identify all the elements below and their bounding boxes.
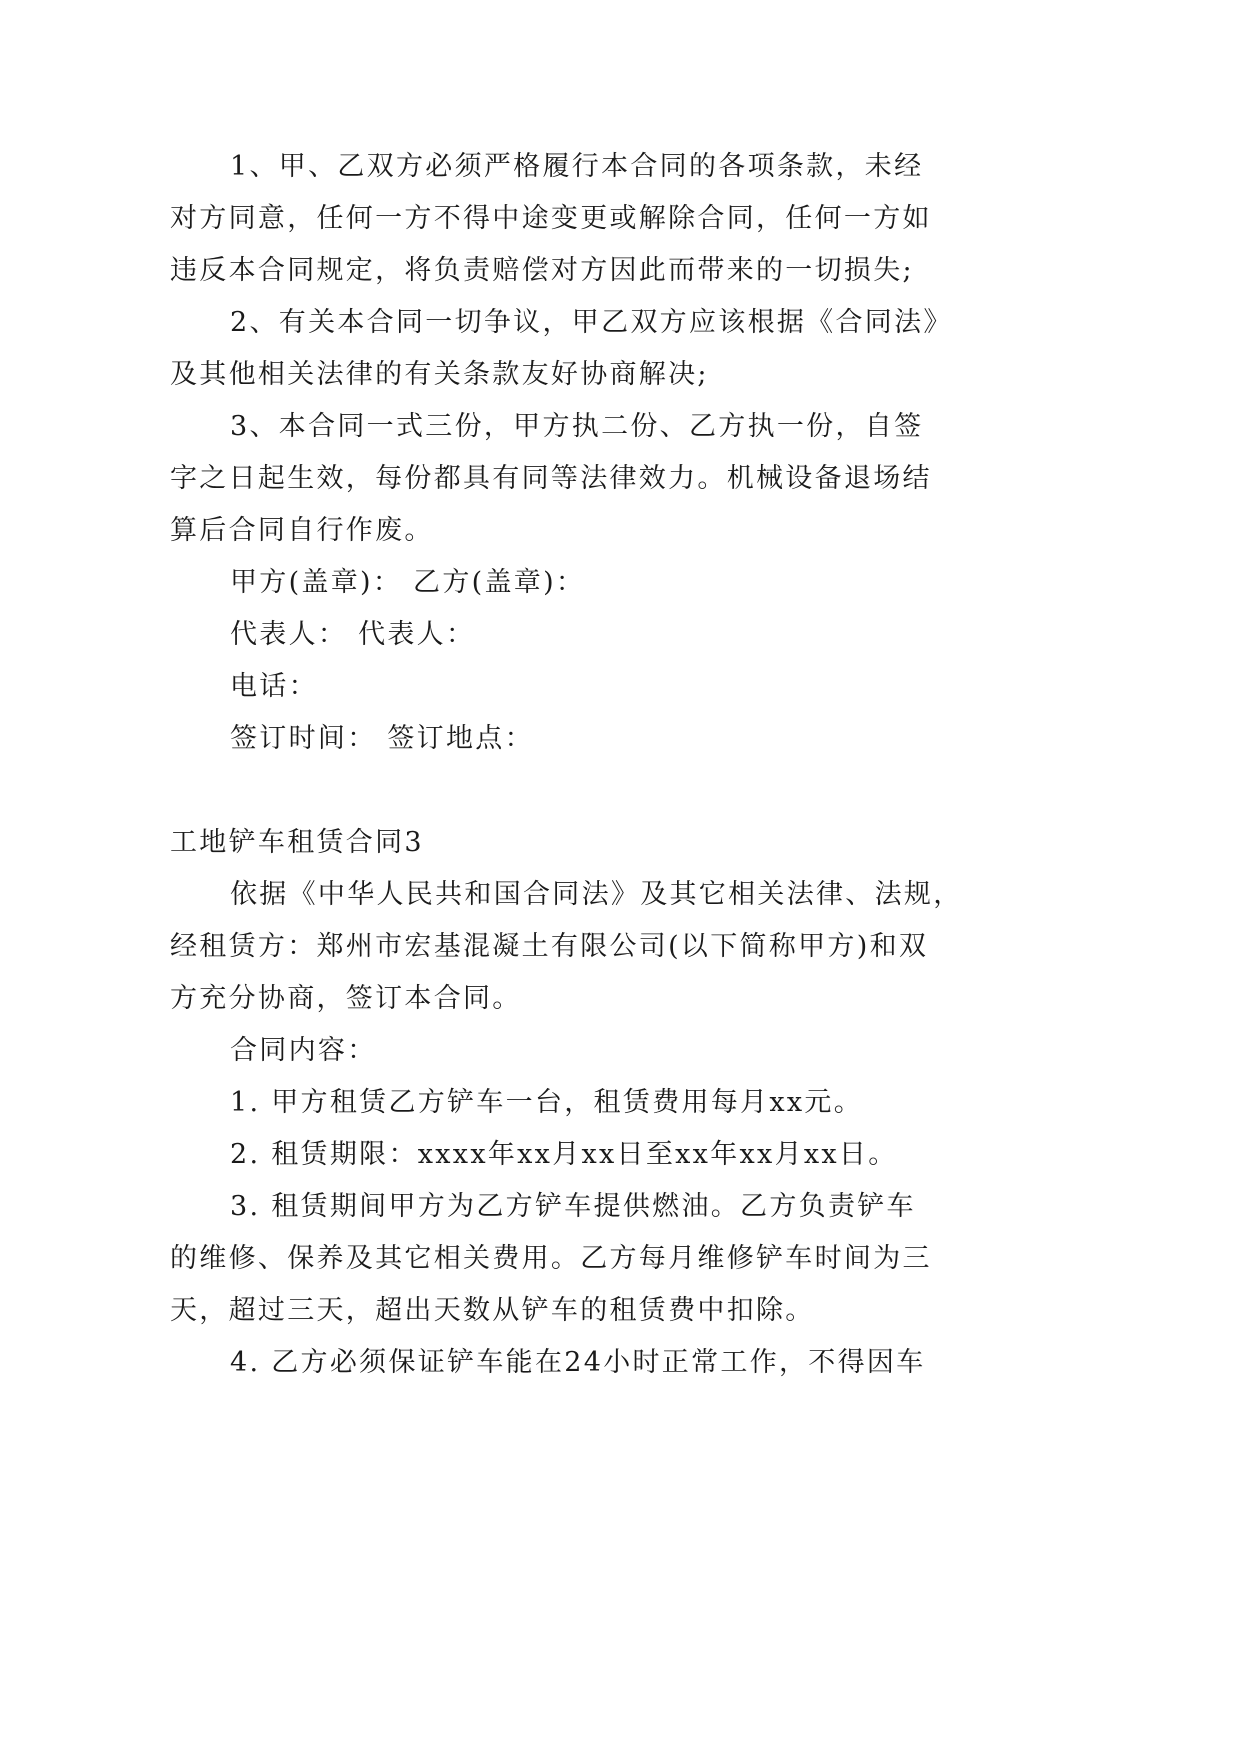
clause-1-line-2: 对方同意，任何一方不得中途变更或解除合同，任何一方如 — [170, 203, 932, 234]
contents-heading: 合同内容： — [230, 1035, 377, 1066]
contract-title: 工地铲车租赁合同3 — [170, 827, 424, 858]
clause-2-line-1: 2、有关本合同一切争议，甲乙双方应该根据《合同法》 — [230, 307, 953, 338]
signature-phone-line: 电话： — [230, 671, 318, 702]
signature-representative-line: 代表人： 代表人： — [230, 619, 476, 650]
signature-date-place-line: 签订时间： 签订地点： — [230, 723, 534, 754]
clause-2-line-2: 及其他相关法律的有关条款友好协商解决; — [170, 359, 709, 390]
preamble-line-1: 依据《中华人民共和国合同法》及其它相关法律、法规， — [230, 879, 963, 910]
clause-3-line-3: 算后合同自行作废。 — [170, 515, 434, 546]
clause-3-line-1: 3、本合同一式三份，甲方执二份、乙方执一份，自签 — [230, 411, 924, 442]
item-3-line-1: 3. 租赁期间甲方为乙方铲车提供燃油。乙方负责铲车 — [230, 1191, 916, 1222]
item-2-line-1: 2. 租赁期限：xxxx年xx月xx日至xx年xx月xx日。 — [230, 1139, 898, 1170]
item-4-line-1: 4. 乙方必须保证铲车能在24小时正常工作，不得因车 — [230, 1347, 926, 1378]
preamble-line-2: 经租赁方：郑州市宏基混凝土有限公司(以下简称甲方)和双 — [170, 931, 929, 962]
item-3-line-2: 的维修、保养及其它相关费用。乙方每月维修铲车时间为三 — [170, 1243, 932, 1274]
clause-1-line-1: 1、甲、乙双方必须严格履行本合同的各项条款，未经 — [230, 151, 924, 182]
item-1-line-1: 1. 甲方租赁乙方铲车一台，租赁费用每月xx元。 — [230, 1087, 863, 1118]
clause-3-line-2: 字之日起生效，每份都具有同等法律效力。机械设备退场结 — [170, 463, 932, 494]
item-3-line-3: 天，超过三天，超出天数从铲车的租赁费中扣除。 — [170, 1295, 815, 1326]
signature-seal-line: 甲方(盖章)： 乙方(盖章)： — [230, 567, 586, 598]
preamble-line-3: 方充分协商，签订本合同。 — [170, 983, 522, 1014]
clause-1-line-3: 违反本合同规定，将负责赔偿对方因此而带来的一切损失; — [170, 255, 914, 286]
